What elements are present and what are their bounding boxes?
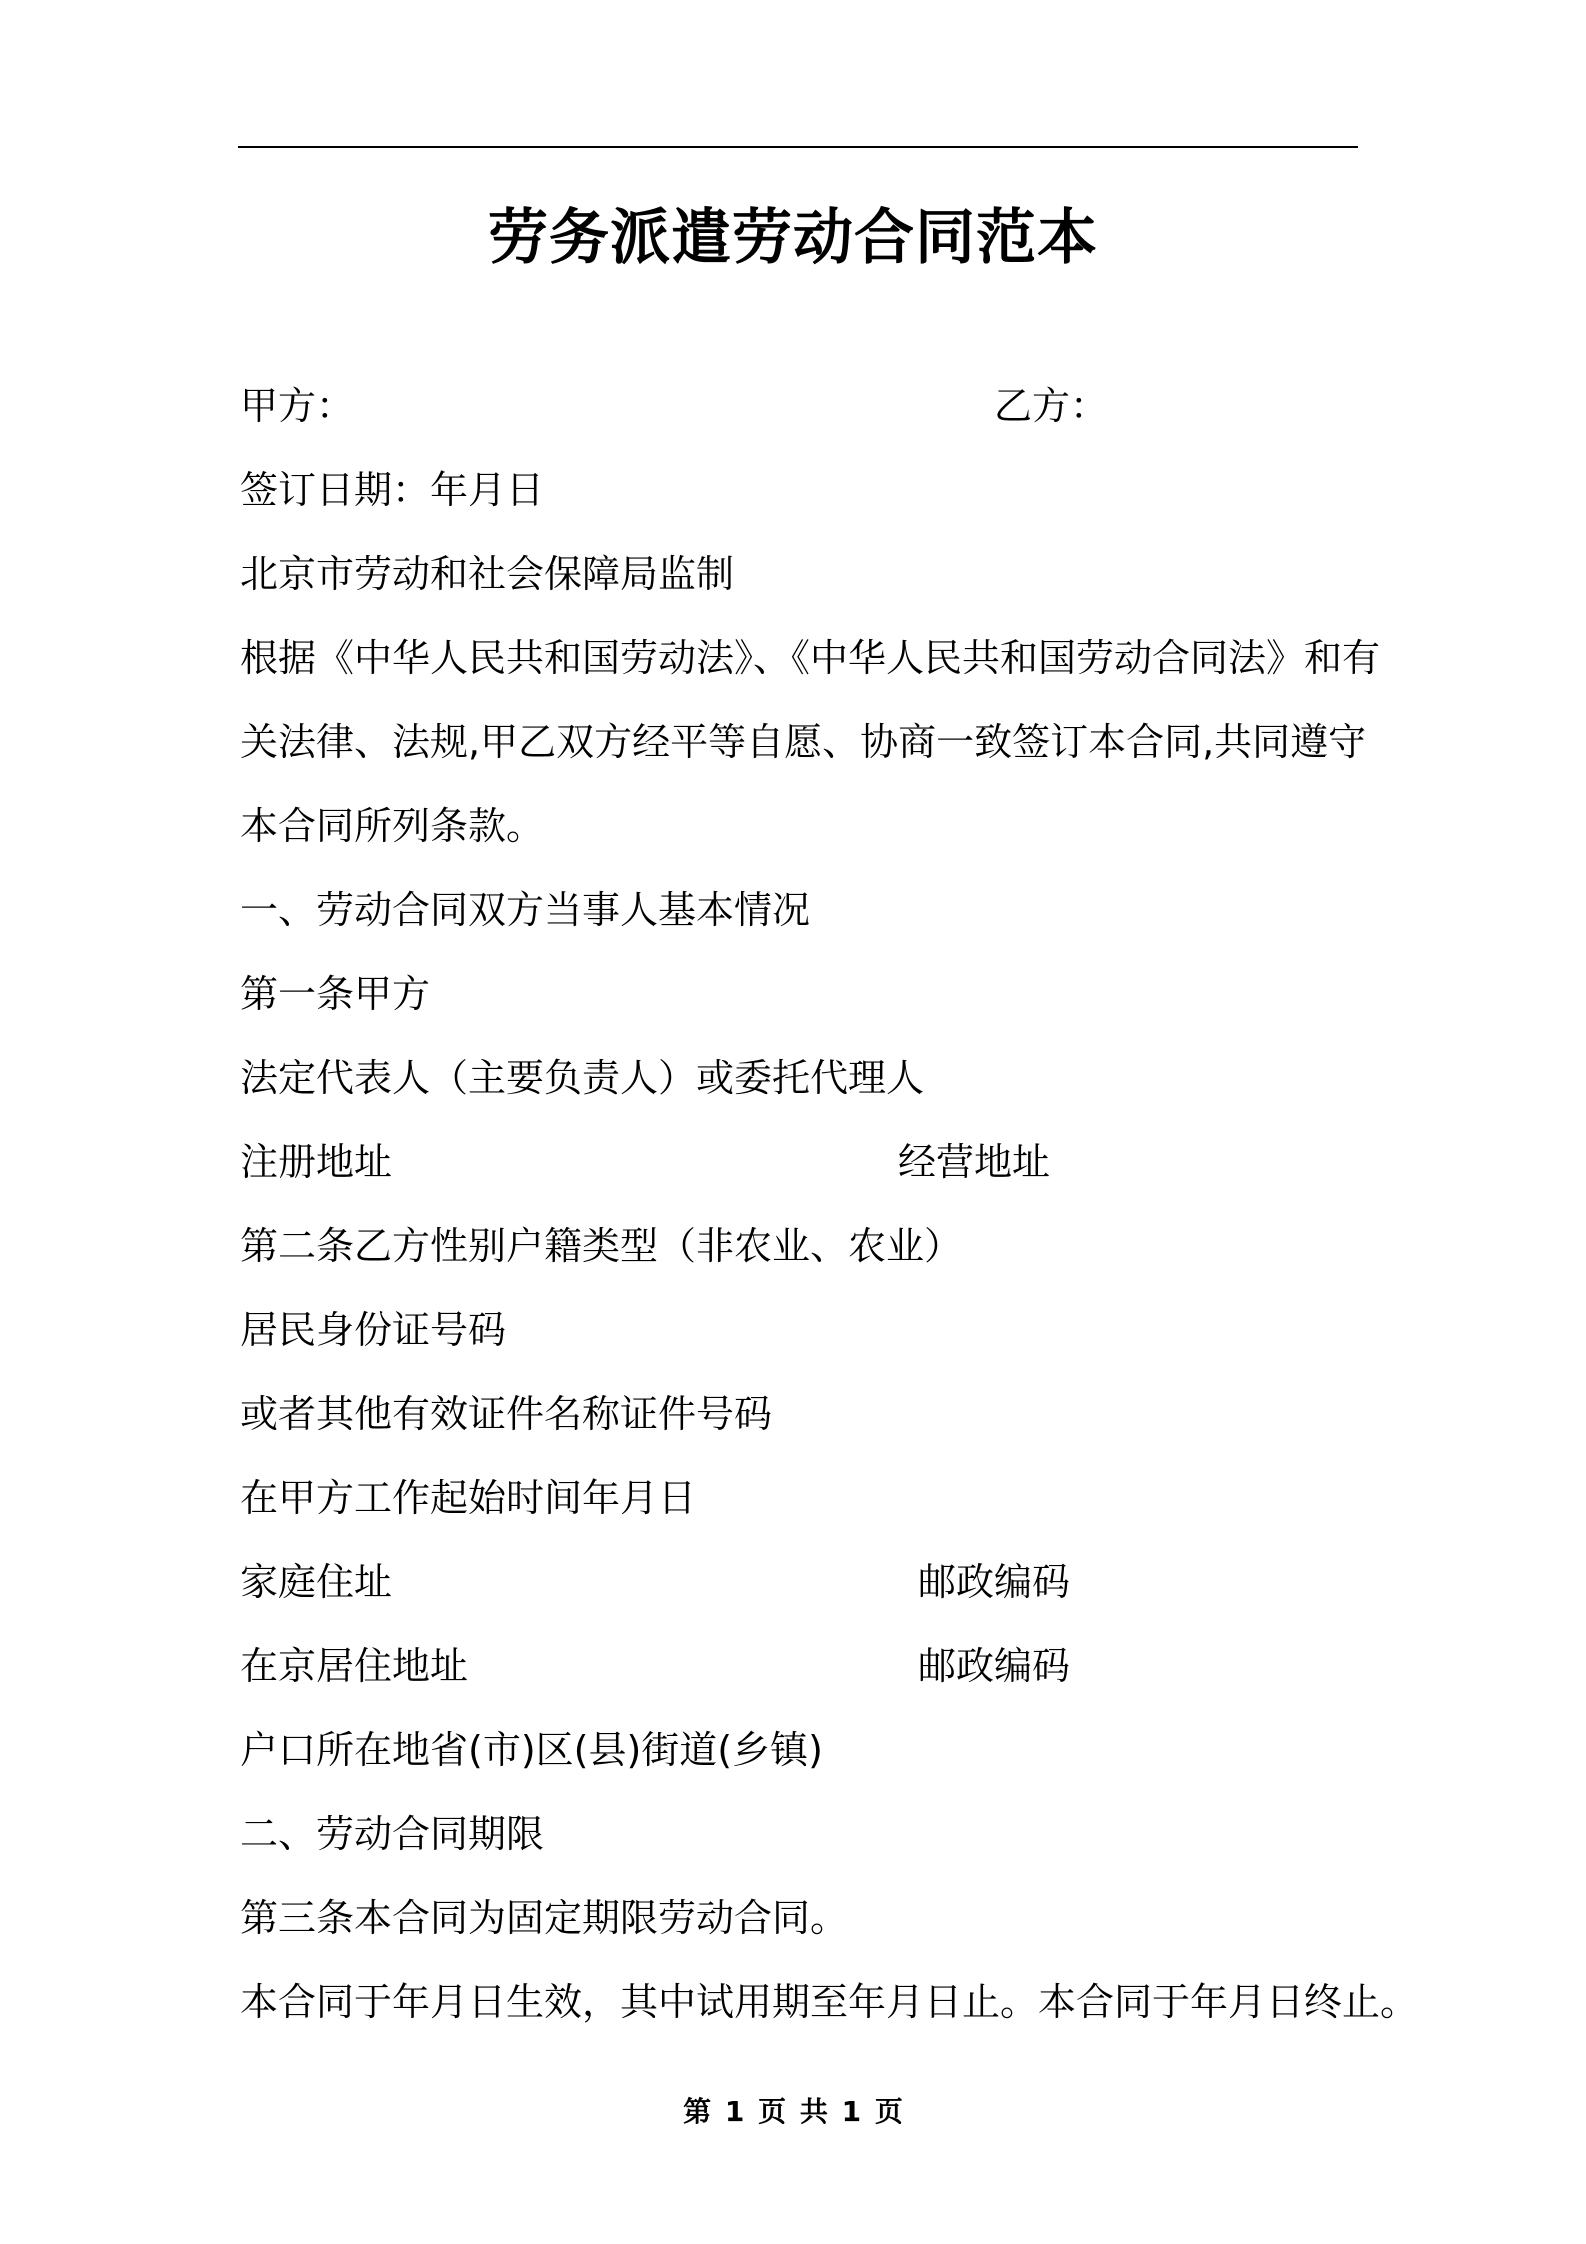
hukou-location: 户口所在地省(市)区(县)街道(乡镇) — [240, 1728, 823, 1772]
home-address-label: 家庭住址 — [240, 1560, 393, 1604]
intro-line-2: 关法律、法规,甲乙双方经平等自愿、协商一致签订本合同,共同遵守 — [240, 720, 1367, 764]
party-a-label: 甲方： — [240, 384, 355, 428]
article-1: 第一条甲方 — [240, 972, 431, 1016]
legal-representative: 法定代表人（主要负责人）或委托代理人 — [240, 1056, 925, 1100]
intro-line-1: 根据《中华人民共和国劳动法》、《中华人民共和国劳动合同法》和有 — [240, 636, 1381, 680]
beijing-postal-code-label: 邮政编码 — [918, 1644, 1071, 1688]
effective-term: 本合同于年月日生效，其中试用期至年月日止。本合同于年月日终止。 — [240, 1980, 1419, 2024]
article-2: 第二条乙方性别户籍类型（非农业、农业） — [240, 1224, 963, 1268]
sign-date: 签订日期：年月日 — [240, 468, 545, 512]
article-3: 第三条本合同为固定期限劳动合同。 — [240, 1896, 849, 1940]
start-time-label: 在甲方工作起始时间年月日 — [240, 1476, 697, 1520]
other-id-label: 或者其他有效证件名称证件号码 — [240, 1392, 773, 1436]
business-address-label: 经营地址 — [898, 1140, 1051, 1184]
beijing-address-label: 在京居住地址 — [240, 1644, 469, 1688]
supervisor-line: 北京市劳动和社会保障局监制 — [240, 552, 735, 596]
section-2-heading: 二、劳动合同期限 — [240, 1812, 545, 1856]
section-1-heading: 一、劳动合同双方当事人基本情况 — [240, 888, 811, 932]
header-rule — [238, 146, 1358, 148]
party-b-label: 乙方： — [994, 384, 1109, 428]
home-postal-code-label: 邮政编码 — [918, 1560, 1071, 1604]
id-number-label: 居民身份证号码 — [240, 1308, 507, 1352]
page-footer: 第 1 页 共 1 页 — [683, 2095, 903, 2128]
document-title: 劳务派遣劳动合同范本 — [488, 203, 1098, 273]
registered-address-label: 注册地址 — [240, 1140, 393, 1184]
intro-line-3: 本合同所列条款。 — [240, 804, 545, 848]
